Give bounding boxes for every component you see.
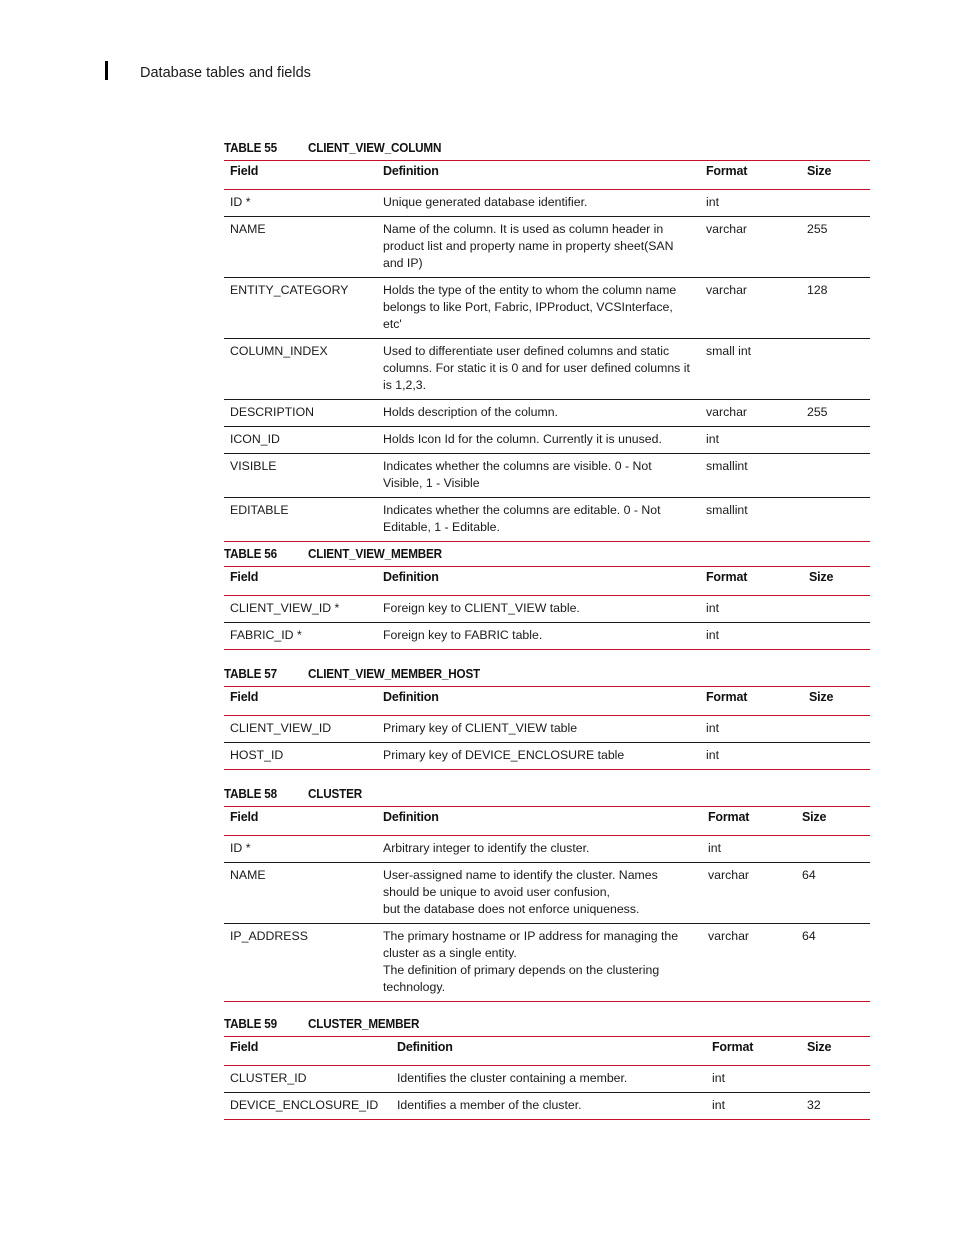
page-margin-bar (105, 61, 108, 80)
field-cell: NAME (224, 217, 377, 278)
size-cell: 255 (801, 400, 870, 427)
column-header-definition: Definition (383, 690, 439, 704)
table-name: CLIENT_VIEW_MEMBER_HOST (308, 666, 481, 681)
definition-cell: Holds description of the column. (377, 400, 700, 427)
size-cell: 255 (801, 217, 870, 278)
column-header-definition: Definition (383, 164, 439, 178)
format-cell: int (700, 596, 803, 623)
table-59 (224, 1014, 870, 1120)
table-57 (224, 664, 870, 770)
table-row (224, 1066, 870, 1093)
format-cell: int (706, 1066, 801, 1093)
column-header-definition: Definition (397, 1040, 453, 1054)
table-55 (224, 138, 870, 542)
column-header-format: Format (706, 690, 748, 704)
column-header-field: Field (230, 1040, 259, 1054)
definition-cell (377, 924, 702, 1002)
size-cell (801, 190, 870, 217)
column-header-format: Format (708, 810, 750, 824)
table-row (224, 278, 870, 339)
table-row (224, 716, 870, 743)
field-cell: VISIBLE (224, 454, 377, 498)
format-cell: small int (700, 339, 801, 400)
table-row (224, 924, 870, 1002)
field-table (224, 1036, 870, 1120)
column-header-field: Field (230, 690, 259, 704)
column-header-format: Format (712, 1040, 754, 1054)
column-header-size: Size (809, 570, 834, 584)
size-cell: 32 (801, 1093, 870, 1120)
table-row (224, 190, 870, 217)
header-row (224, 567, 870, 596)
running-header: Database tables and fields (140, 65, 311, 81)
format-cell: varchar (700, 217, 801, 278)
definition-cell: Identifies a member of the cluster. (391, 1093, 706, 1120)
definition-cell: Name of the column. It is used as column header in product list and property name in property sheet(SAN and IP) (377, 217, 700, 278)
table-caption (224, 1014, 870, 1036)
table-row (224, 217, 870, 278)
table-58 (224, 784, 870, 1002)
table-56 (224, 544, 870, 650)
table-number: TABLE 56 (224, 546, 277, 561)
table-name: CLIENT_VIEW_MEMBER (308, 546, 442, 561)
size-cell (803, 623, 870, 650)
definition-cell: Used to differentiate user defined columns and static columns. For static it is 0 and for user defined columns it is 1,2,3. (377, 339, 700, 400)
field-cell: IP_ADDRESS (224, 924, 377, 1002)
text-line: The primary hostname or IP address for managing the cluster as a single entity. (383, 929, 679, 960)
definition-cell: Indicates whether the columns are editable. 0 - Not Editable, 1 - Editable. (377, 498, 700, 542)
size-cell (803, 743, 870, 770)
format-cell: int (700, 623, 803, 650)
field-cell: FABRIC_ID * (224, 623, 377, 650)
text-line: The definition of primary depends on the clustering technology. (383, 963, 660, 994)
field-cell: ENTITY_CATEGORY (224, 278, 377, 339)
field-table (224, 806, 870, 1002)
size-cell: 64 (796, 863, 870, 924)
table-row (224, 498, 870, 542)
field-table (224, 566, 870, 650)
column-header-field: Field (230, 570, 259, 584)
table-row (224, 743, 870, 770)
definition-cell: Primary key of DEVICE_ENCLOSURE table (377, 743, 700, 770)
format-cell: varchar (700, 278, 801, 339)
column-header-size: Size (809, 690, 834, 704)
field-table (224, 160, 870, 542)
table-number: TABLE 58 (224, 786, 277, 801)
table-row (224, 339, 870, 400)
field-cell: NAME (224, 863, 377, 924)
column-header-definition: Definition (383, 810, 439, 824)
field-cell: CLIENT_VIEW_ID * (224, 596, 377, 623)
header-row (224, 687, 870, 716)
size-cell (801, 339, 870, 400)
field-cell: DEVICE_ENCLOSURE_ID (224, 1093, 391, 1120)
header-row (224, 1037, 870, 1066)
table-row (224, 863, 870, 924)
header-row (224, 161, 870, 190)
field-cell: COLUMN_INDEX (224, 339, 377, 400)
column-header-size: Size (807, 1040, 832, 1054)
definition-cell: Holds the type of the entity to whom the column name belongs to like Port, Fabric, IPProduct, VCSInterface, etc' (377, 278, 700, 339)
format-cell: int (700, 716, 803, 743)
table-row (224, 623, 870, 650)
format-cell: int (706, 1093, 801, 1120)
table-row (224, 1093, 870, 1120)
field-cell: CLUSTER_ID (224, 1066, 391, 1093)
text-line: but the database does not enforce uniqueness. (383, 902, 640, 916)
format-cell: int (700, 190, 801, 217)
table-row (224, 836, 870, 863)
size-cell (801, 498, 870, 542)
definition-cell: Primary key of CLIENT_VIEW table (377, 716, 700, 743)
definition-cell: Identifies the cluster containing a member. (391, 1066, 706, 1093)
size-cell (801, 427, 870, 454)
table-name: CLUSTER_MEMBER (308, 1016, 420, 1031)
format-cell: varchar (702, 863, 796, 924)
field-cell: DESCRIPTION (224, 400, 377, 427)
size-cell: 64 (796, 924, 870, 1002)
table-row (224, 400, 870, 427)
column-header-format: Format (706, 570, 748, 584)
column-header-definition: Definition (383, 570, 439, 584)
table-number: TABLE 55 (224, 140, 277, 155)
table-name: CLUSTER (308, 786, 362, 801)
field-cell: EDITABLE (224, 498, 377, 542)
table-caption (224, 664, 870, 686)
field-cell: CLIENT_VIEW_ID (224, 716, 377, 743)
format-cell: smallint (700, 454, 801, 498)
column-header-format: Format (706, 164, 748, 178)
table-number: TABLE 59 (224, 1016, 277, 1031)
field-table (224, 686, 870, 770)
definition-cell: Foreign key to CLIENT_VIEW table. (377, 596, 700, 623)
column-header-size: Size (802, 810, 827, 824)
size-cell (801, 454, 870, 498)
field-cell: ICON_ID (224, 427, 377, 454)
size-cell (803, 716, 870, 743)
size-cell (801, 1066, 870, 1093)
table-caption (224, 784, 870, 806)
format-cell: int (700, 743, 803, 770)
size-cell (803, 596, 870, 623)
format-cell: varchar (702, 924, 796, 1002)
definition-cell: Foreign key to FABRIC table. (377, 623, 700, 650)
definition-cell: Indicates whether the columns are visible. 0 - Not Visible, 1 - Visible (377, 454, 700, 498)
header-row (224, 807, 870, 836)
table-row (224, 596, 870, 623)
text-line: User-assigned name to identify the cluster. Names should be unique to avoid user confusion, (383, 868, 658, 899)
table-number: TABLE 57 (224, 666, 277, 681)
size-cell: 128 (801, 278, 870, 339)
table-name: CLIENT_VIEW_COLUMN (308, 140, 442, 155)
field-cell: ID * (224, 836, 377, 863)
definition-cell: Arbitrary integer to identify the cluster. (377, 836, 702, 863)
size-cell (796, 836, 870, 863)
table-caption (224, 544, 870, 566)
column-header-field: Field (230, 810, 259, 824)
column-header-field: Field (230, 164, 259, 178)
format-cell: smallint (700, 498, 801, 542)
format-cell: int (702, 836, 796, 863)
table-row (224, 454, 870, 498)
format-cell: int (700, 427, 801, 454)
definition-cell: Holds Icon Id for the column. Currently it is unused. (377, 427, 700, 454)
field-cell: HOST_ID (224, 743, 377, 770)
definition-cell (377, 863, 702, 924)
table-caption (224, 138, 870, 160)
field-cell: ID * (224, 190, 377, 217)
format-cell: varchar (700, 400, 801, 427)
table-row (224, 427, 870, 454)
column-header-size: Size (807, 164, 832, 178)
definition-cell: Unique generated database identifier. (377, 190, 700, 217)
